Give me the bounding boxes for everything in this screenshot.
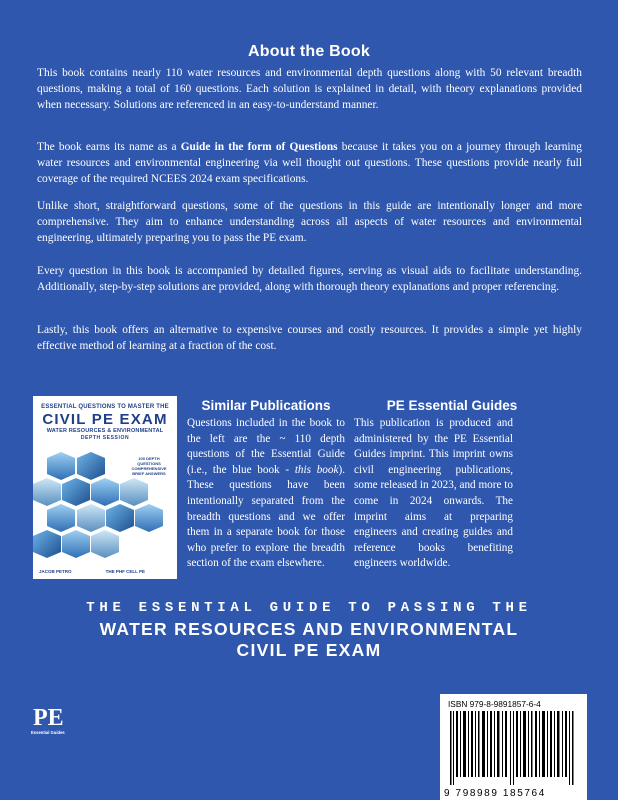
tagline-line1: THE ESSENTIAL GUIDE TO PASSING THE [86, 600, 532, 616]
isbn-barcode [440, 694, 587, 800]
book-cover-thumbnail [33, 396, 177, 579]
about-p2-after: because it takes you on a journey through learning water resources and environmental engineering via well thought out questions. These questions provide nearly full coverage of the required NCEES 2024 exam specifications. [37, 141, 582, 185]
about-p2-before: The book earns its name as a [37, 141, 181, 153]
similar-text-after: ). These questions have been intentionally separated from the breadth questions and we offer them in a separate book for those who prefer to explore the breadth section of the exam elsewhere. [187, 463, 345, 570]
pe-logo [33, 706, 63, 735]
book-cover-author-row [39, 569, 171, 574]
pe-logo-mark: PE [33, 705, 64, 731]
book-cover-author: JACOB PETRO [39, 569, 72, 574]
pe-essential-guides-title: PE Essential Guides [386, 398, 518, 413]
similar-text-before: Questions included in the book to the left are the ~ 110 depth questions of the Essential Guide (i.e., the blue book - [187, 417, 345, 476]
similar-text-italic: this book [294, 463, 339, 476]
book-cover-line3: WATER RESOURCES & ENVIRONMENTAL [46, 428, 164, 434]
about-paragraph-4: Every question in this book is accompanied by detailed figures, serving as visual aids to facilitate understanding. Additionally, step-by-step solutions are provided, along with thorough theory explanations and proper referencing. [37, 265, 582, 293]
pe-logo-text: Essential Guides [31, 730, 65, 735]
about-p2-bold: Guide in the form of Questions [180, 141, 338, 153]
book-cover-line1: ESSENTIAL QUESTIONS TO MASTER THE [41, 404, 169, 410]
barcode-number: 9 798989 185764 [444, 788, 546, 799]
book-cover-header [33, 404, 177, 441]
similar-publications-text [187, 416, 345, 572]
about-paragraph-3: Unlike short, straightforward questions, some of the questions in this guide are intentionally longer and more comprehensive. They aim to enhance understanding across all aspects of water resources and environmental engineering, ultimately preparing you to pass the PE exam. [37, 200, 582, 244]
similar-publications-title: Similar Publications [201, 398, 331, 413]
tagline-line2: WATER RESOURCES AND ENVIRONMENTAL [99, 619, 519, 639]
about-heading: About the Book [248, 43, 370, 60]
barcode-bars [448, 711, 580, 785]
about-paragraph-2 [37, 140, 582, 187]
book-cover-author-role: THE PHF CELL PE [105, 569, 145, 574]
isbn-text: ISBN 979-8-9891857-6-4 [448, 699, 541, 709]
book-cover-side-text: 100 DEPTH QUESTIONS COMPREHENSIVE BRIEF ANSWERS [131, 456, 167, 476]
about-paragraph-1: This book contains nearly 110 water resources and environmental depth questions along with 50 relevant breadth questions, making a total of 160 questions. Each solution is explained in detail, with theory explanations provided when necessary. Solutions are referenced in an easy-to-understand manner. [37, 67, 582, 111]
about-paragraph-5: Lastly, this book offers an alternative to expensive courses and costly resources. It provides a simple yet highly effective method of learning at a fraction of the cost. [37, 324, 582, 352]
tagline-title [0, 619, 618, 661]
tagline-line3: CIVIL PE EXAM [236, 640, 382, 660]
book-cover-title: CIVIL PE EXAM [42, 411, 168, 428]
book-cover-line4: DEPTH SESSION [80, 435, 130, 441]
pe-essential-guides-text: This publication is produced and administered by the PE Essential Guides imprint. This imprint owns civil engineering publications, some released in 2023, and more to come in 2024 onwards. The imprint aims at preparing engineers and creating guides and reference books benefiting engineers worldwide. [354, 417, 513, 570]
